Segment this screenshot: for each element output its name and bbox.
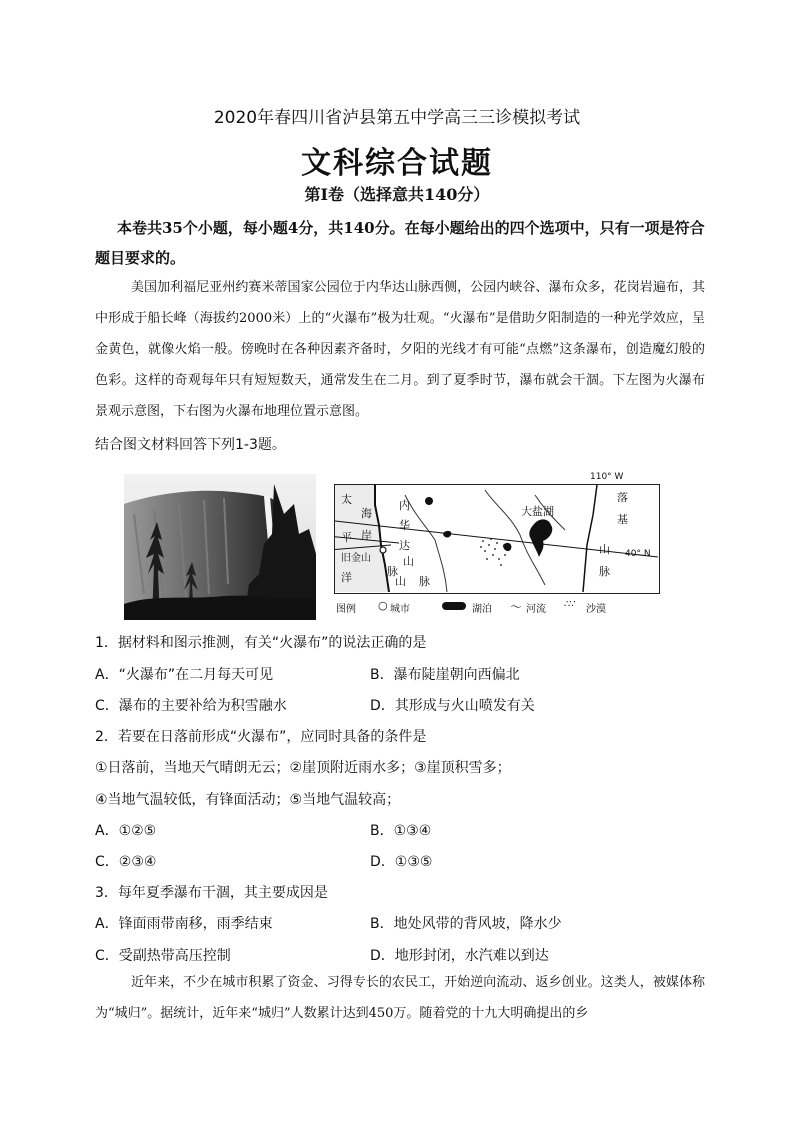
question-2-stem: 2．若要在日落前形成“火瀑布”，应同时具备的条件是 — [95, 729, 427, 745]
nevada-label-4: 山 — [403, 555, 414, 568]
city-symbol-icon: ○ — [378, 599, 388, 612]
question-2-option-d[interactable]: D．①③⑤ — [370, 854, 433, 870]
rocky-label-1: 落 — [617, 491, 628, 504]
reading-passage-1: 美国加利福尼亚州约赛米蒂国家公园位于内华达山脉西侧，公园内峡谷、瀑布众多，花岗岩遍布，其中形成于船长峰（海拔约2000米）上的“火瀑布”极为壮观。“火瀑布”是借助夕阳制造的一种光学效应，呈金黄色，就像火焰一般。傍晚时在各种因素齐备时，夕阳的光线才有可能“点燃”这条瀑布，创造魔幻般的色彩。这样的奇观每年只有短短数天，通常发生在二月。到了夏季时节，瀑布就会干涸。下左图为火瀑布景观示意图，下右图为火瀑布地理位置示意图。 — [95, 280, 705, 419]
legend-city: 城市 — [390, 604, 410, 615]
legend-river: 河流 — [526, 604, 546, 615]
nevada-label-2: 华 — [399, 519, 410, 532]
longitude-label: 110° W — [590, 472, 624, 482]
exam-title: 2020年春四川省泸县第五中学高三三诊模拟考试 — [213, 108, 581, 128]
map-legend — [334, 598, 660, 618]
rocky-label-3: 山 — [599, 543, 610, 556]
legend-title: 图例 — [336, 604, 356, 615]
latitude-label: 40° N — [625, 549, 651, 559]
figure — [124, 472, 660, 620]
lake-label: 大盐湖 — [521, 505, 554, 518]
question-1-option-d[interactable]: D．其形成与火山喷发有关 — [370, 698, 535, 714]
coast-range-label-2: 岸 — [361, 529, 372, 542]
lake-symbol-icon — [442, 602, 466, 610]
desert-symbol-icon: ∴∵ — [564, 599, 575, 610]
firefall-photo — [124, 474, 316, 620]
question-1-option-b[interactable]: B．瀑布陡崖朝向西偏北 — [370, 667, 520, 683]
question-3-option-c[interactable]: C．受副热带高压控制 — [95, 948, 231, 964]
rocky-label-4: 脉 — [599, 565, 610, 578]
rocky-label-2: 基 — [617, 513, 628, 526]
legend-lake: 湖泊 — [472, 604, 492, 615]
question-lead: 结合图文材料回答下列1-3题。 — [95, 437, 286, 453]
question-3-option-b[interactable]: B．地处风带的背风坡，降水少 — [370, 916, 562, 932]
map-frame — [334, 484, 660, 594]
coast-range-label-1: 海 — [361, 507, 372, 520]
question-1-option-a[interactable]: A．“火瀑布”在二月每天可见 — [95, 667, 274, 683]
question-2-conditions-line-2: ④当地气温较低，有锋面活动；⑤当地气温较高； — [95, 792, 401, 808]
question-2-conditions-line-1: ①日落前，当地天气晴朗无云；②崖顶附近雨水多；③崖顶积雪多； — [95, 760, 511, 776]
nevada-label-5: 脉 — [419, 575, 430, 588]
coast-range-label-4: 脉 — [387, 565, 398, 578]
question-1-option-c[interactable]: C．瀑布的主要补给为积雪融水 — [95, 698, 287, 714]
question-2-option-c[interactable]: C．②③④ — [95, 854, 157, 870]
instructions: 本卷共35个小题，每小题4分，共140分。在每小题给出的四个选项中，只有一项是符合题目要求的。 — [95, 219, 705, 267]
coast-range-label-3: 山 — [395, 575, 406, 588]
nevada-label-1: 内 — [399, 499, 410, 512]
ocean-label-1: 太 — [341, 493, 352, 506]
nevada-label-3: 达 — [399, 539, 410, 552]
main-title: 文科综合试题 — [301, 146, 493, 181]
question-2-option-a[interactable]: A．①②⑤ — [95, 823, 157, 839]
question-3-option-d[interactable]: D．地形封闭，水汽难以到达 — [370, 948, 549, 964]
question-1-stem: 1．据材料和图示推测，有关“火瀑布”的说法正确的是 — [95, 635, 427, 651]
question-3-stem: 3．每年夏季瀑布干涸，其主要成因是 — [95, 885, 328, 901]
location-map — [334, 472, 660, 620]
question-2-option-b[interactable]: B．①③④ — [370, 823, 432, 839]
section-title: 第Ⅰ卷（选择意共140分） — [304, 185, 490, 204]
legend-desert: 沙漠 — [586, 604, 606, 615]
river-symbol-icon: 〜 — [510, 600, 523, 614]
question-3-option-a[interactable]: A．锋面雨带南移，雨季结束 — [95, 916, 273, 932]
ocean-label-2: 平 — [341, 531, 352, 544]
city-label: 旧金山 — [341, 553, 371, 564]
ocean-label-3: 洋 — [341, 571, 352, 584]
reading-passage-2: 近年来，不少在城市积累了资金、习得专长的农民工，开始逆向流动、返乡创业。这类人，被媒体称为“城归”。据统计，近年来“城归”人数累计达到450万。随着党的十九大明确提出的乡 — [95, 975, 705, 1021]
